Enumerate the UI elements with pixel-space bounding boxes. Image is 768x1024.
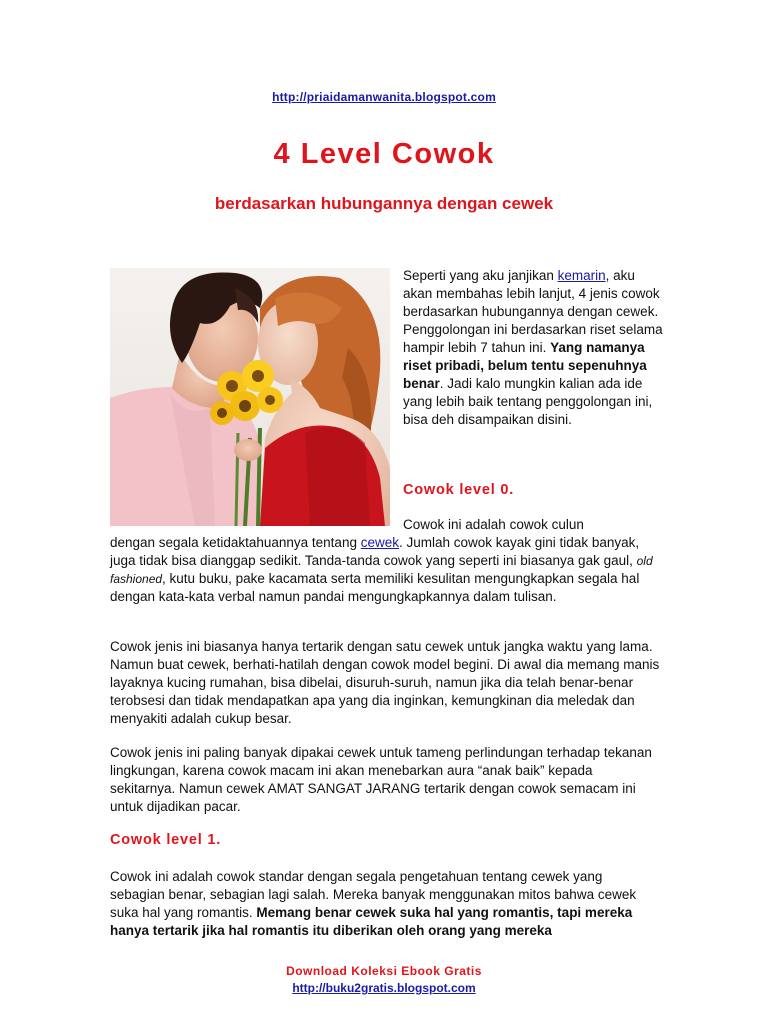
intro-text-c: . Jadi kalo mungkin kalian ada ide yang lebih baik tentang penggolongan ini, bisa deh disampaikan disini.: [403, 376, 653, 427]
level0-italic-text: old fashioned: [110, 554, 653, 586]
header-url-link[interactable]: http://priaidamanwanita.blogspot.com: [272, 90, 496, 104]
footer-url-link[interactable]: http://buku2gratis.blogspot.com: [292, 981, 476, 995]
level0-paragraph-2: Cowok jenis ini biasanya hanya tertarik dengan satu cewek untuk jangka waktu yang lama. Namun buat cewek, berhati-hatilah dengan cowok model begini. Di awal dia memang manis layaknya kucing rumahan, bisa dibelai, disuruh-suruh, namun jika dia telah benar-benar terobsesi dan tidak mendapatkan apa yang dia inginkan, kemungkinan dia meledak dan menyakiti adalah cukup besar.: [110, 639, 660, 726]
intro-bold-text: Yang namanya riset pribadi, belum tentu sepenuhnya benar: [403, 340, 647, 391]
intro-text-b: , aku akan membahas lebih lanjut, 4 jenis cowok berdasarkan hubungannya dengan cewek. Penggolongan ini berdasarkan riset selama hampir lebih 7 tahun ini.: [403, 268, 663, 355]
level1-paragraph-1: [110, 868, 660, 940]
kemarin-link[interactable]: kemarin: [557, 268, 606, 283]
intro-text-a: Seperti yang aku janjikan: [403, 268, 558, 283]
level0-paragraph-3: Cowok jenis ini paling banyak dipakai cewek untuk tameng perlindungan terhadap tekanan lingkungan, karena cowok macam ini akan menebarkan aura “anak baik” kepada sekitarnya. Namun cewek AMAT SANGAT JARANG tertarik dengan cowok semacam ini untuk dijadikan pacar.: [110, 745, 652, 814]
intro-paragraph: [403, 267, 663, 429]
level0-heading: Cowok level 0.: [403, 482, 515, 498]
level0-text-b: . Jumlah cowok kayak gini tidak banyak, juga tidak bisa dianggap sedikit. Tanda-tanda cowok yang seperti ini biasanya gak gaul,: [110, 535, 640, 568]
level0-text-c: , kutu buku, pake kacamata serta memiliki kesulitan mengungkapkan segala hal dengan kata-kata verbal namun pandai mengungkapkannya dalam tulisan.: [110, 571, 640, 604]
page-title: 4 Level Cowok: [273, 138, 495, 170]
couple-photo: [110, 268, 390, 526]
level1-text-a: Cowok ini adalah cowok standar dengan segala pengetahuan tentang cewek yang sebagian benar, sebagian lagi salah. Mereka banyak menggunakan mitos bahwa cewek suka hal yang romantis.: [110, 869, 637, 920]
level1-bold-text: Memang benar cewek suka hal yang romantis, tapi mereka hanya tertarik jika hal romantis itu diberikan oleh orang yang mereka: [110, 905, 633, 938]
level0-paragraph-1: [110, 534, 660, 606]
page-subtitle: berdasarkan hubungannya dengan cewek: [214, 194, 554, 213]
footer-download-text: Download Koleksi Ebook Gratis: [286, 964, 482, 978]
level1-heading: Cowok level 1.: [110, 832, 222, 848]
level0-first-line: Cowok ini adalah cowok culun: [403, 517, 584, 532]
level0-text-a: dengan segala ketidaktahuannya tentang: [110, 535, 361, 550]
cewek-link[interactable]: cewek: [360, 535, 399, 550]
